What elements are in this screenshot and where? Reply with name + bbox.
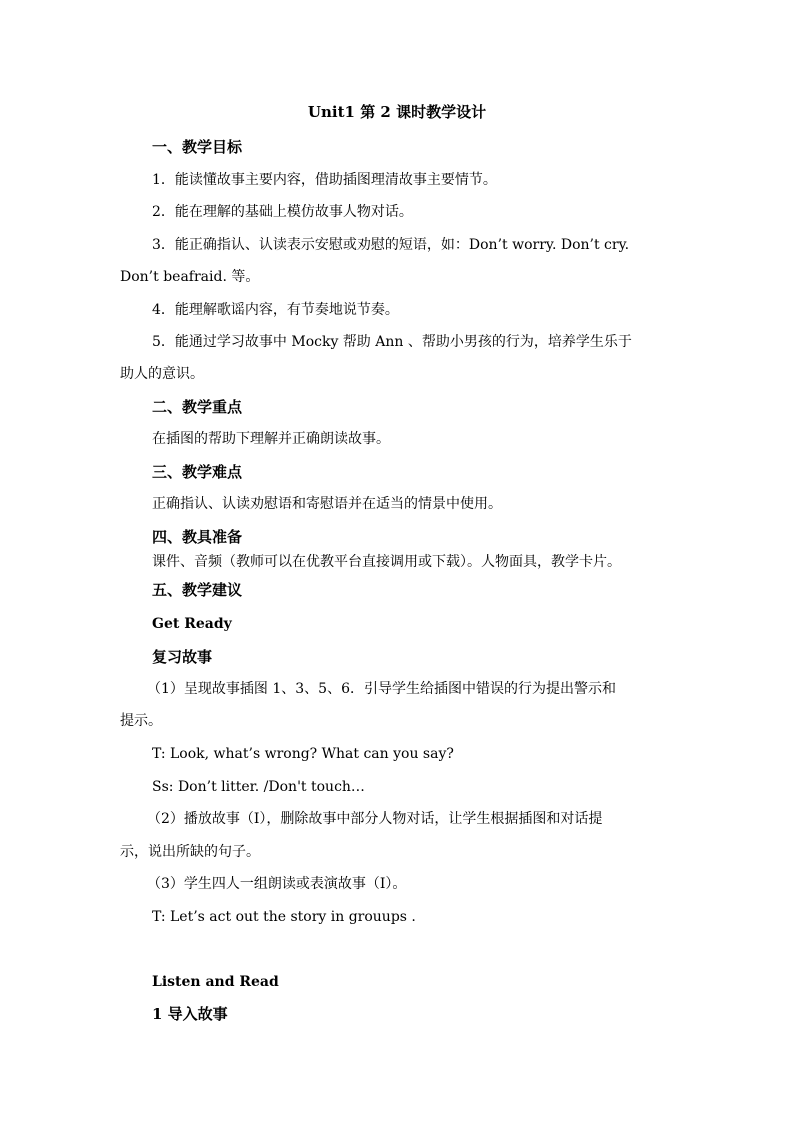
section-heading: 三、教学难点: [152, 463, 243, 481]
section-heading: 一、教学目标: [152, 138, 243, 156]
text-line: Ss: Don’t litter. /Don't touch…: [152, 779, 365, 795]
section-heading: 二、教学重点: [152, 398, 243, 416]
text-line: 在插图的帮助下理解并正确朗读故事。: [152, 431, 390, 447]
text-line: 助人的意识。: [120, 366, 204, 382]
page-title: Unit1 第 2 课时教学设计: [307, 103, 487, 121]
text-line: 示，说出所缺的句子。: [120, 844, 260, 860]
text-line: T: Let’s act out the story in grouups .: [152, 909, 416, 925]
section-heading: 四、教具准备: [152, 528, 243, 546]
text-line: 3．能正确指认、认读表示安慰或劝慰的短语，如：Don’t worry. Don’t cry.: [152, 237, 630, 253]
text-line: （3）学生四人一组朗读或表演故事（I）。: [147, 876, 407, 892]
text-line: 提示。: [120, 713, 162, 729]
text-line: 2．能在理解的基础上模仿故事人物对话。: [152, 204, 413, 220]
text-line: Don’t beafraid. 等。: [120, 269, 260, 285]
section-heading: 五、教学建议: [152, 581, 243, 599]
text-line: 4．能理解歌谣内容，有节奏地说节奏。: [152, 302, 399, 318]
section-heading: 1 导入故事: [152, 1005, 228, 1023]
text-line: （1）呈现故事插图 1、3、5、6．引导学生给插图中错误的行为提出警示和: [147, 681, 616, 697]
text-line: T: Look, what’s wrong? What can you say?: [152, 746, 454, 762]
text-line: 5．能通过学习故事中 Mocky 帮助 Ann 、帮助小男孩的行为，培养学生乐于: [152, 334, 632, 350]
text-line: Get Ready: [152, 616, 232, 632]
text-line: 1．能读懂故事主要内容，借助插图理清故事主要情节。: [152, 172, 497, 188]
text-line: Listen and Read: [152, 974, 279, 990]
section-heading: 复习故事: [152, 648, 213, 666]
text-line: 正确指认、认读劝慰语和寄慰语并在适当的情景中使用。: [152, 496, 502, 512]
text-line: （2）播放故事（I），删除故事中部分人物对话，让学生根据插图和对话提: [147, 811, 603, 827]
text-line: 课件、音频（教师可以在优教平台直接调用或下载）。人物面具，教学卡片。: [152, 554, 621, 570]
